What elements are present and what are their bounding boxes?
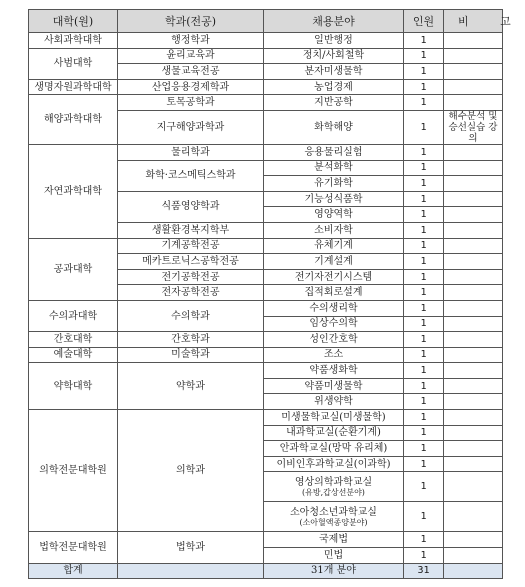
note-cell (444, 347, 503, 363)
field-cell: 수의생리학 (264, 300, 404, 316)
header-college: 대학(원) (29, 10, 118, 33)
department-cell: 식품영양학과 (118, 191, 264, 222)
count-cell: 1 (404, 363, 444, 379)
note-cell (444, 285, 503, 301)
count-cell: 1 (404, 144, 444, 160)
field-subnote: (소아혈액종양분야) (299, 517, 368, 527)
note-cell (444, 33, 503, 49)
college-cell: 약학대학 (29, 363, 118, 410)
count-cell: 1 (404, 425, 444, 441)
note-cell (444, 95, 503, 111)
field-cell: 내과학교실(순환기계) (264, 425, 404, 441)
recruitment-table (28, 9, 525, 579)
field-cell: 영양역학 (264, 207, 404, 223)
footer-count-total: 31 (404, 563, 444, 579)
footer-field-total: 31개 분야 (264, 563, 404, 579)
count-cell: 1 (404, 33, 444, 49)
table-row (29, 95, 503, 111)
note-cell (444, 425, 503, 441)
note-cell (444, 548, 503, 564)
note-cell (444, 144, 503, 160)
count-cell: 1 (404, 378, 444, 394)
count-cell: 1 (404, 191, 444, 207)
department-cell: 행정학과 (118, 33, 264, 49)
count-cell: 1 (404, 332, 444, 348)
department-cell: 지구해양과학과 (118, 110, 264, 144)
college-cell: 법학전문대학원 (29, 532, 118, 563)
note-cell (444, 300, 503, 316)
college-cell: 사회과학대학 (29, 33, 118, 49)
count-cell: 1 (404, 269, 444, 285)
table-row (29, 79, 503, 95)
count-cell: 1 (404, 222, 444, 238)
field-cell: 소비자학 (264, 222, 404, 238)
table-row (29, 332, 503, 348)
field-cell: 기능성식품학 (264, 191, 404, 207)
count-cell: 1 (404, 410, 444, 426)
field-cell: 약품생화학 (264, 363, 404, 379)
college-cell: 의학전문대학원 (29, 410, 118, 532)
note-cell (444, 363, 503, 379)
department-cell: 전기공학전공 (118, 269, 264, 285)
department-cell: 간호학과 (118, 332, 264, 348)
table-body (29, 33, 503, 564)
field-cell: 국제법 (264, 532, 404, 548)
footer-note-cell (444, 563, 503, 579)
table-row (29, 238, 503, 254)
table-footer-row (29, 563, 503, 579)
college-cell: 수의과대학 (29, 300, 118, 331)
count-cell: 1 (404, 64, 444, 80)
note-cell (444, 160, 503, 176)
header-count: 인원 (404, 10, 444, 33)
count-cell: 1 (404, 441, 444, 457)
department-cell: 화학·코스메틱스학과 (118, 160, 264, 191)
count-cell: 1 (404, 176, 444, 192)
note-cell (444, 191, 503, 207)
field-cell: 화학해양 (264, 110, 404, 144)
college-cell: 간호대학 (29, 332, 118, 348)
count-cell: 1 (404, 394, 444, 410)
note-cell (444, 269, 503, 285)
header-field: 채용분야 (264, 10, 404, 33)
header-department: 학과(전공) (118, 10, 264, 33)
note-cell (444, 441, 503, 457)
table-row (29, 48, 503, 64)
note-cell (444, 254, 503, 270)
count-cell: 1 (404, 254, 444, 270)
field-cell: 유기화학 (264, 176, 404, 192)
department-cell: 수의학과 (118, 300, 264, 331)
count-cell: 1 (404, 207, 444, 223)
count-cell: 1 (404, 300, 444, 316)
note-cell (444, 456, 503, 472)
count-cell: 1 (404, 347, 444, 363)
department-cell: 기계공학전공 (118, 238, 264, 254)
department-cell: 산업응용경제학과 (118, 79, 264, 95)
field-cell: 전기자전기시스템 (264, 269, 404, 285)
table-row (29, 300, 503, 316)
table-header-row (29, 10, 503, 33)
college-cell: 예술대학 (29, 347, 118, 363)
note-cell (444, 48, 503, 64)
table-row (29, 532, 503, 548)
college-cell: 사범대학 (29, 48, 118, 79)
field-name: 소아청소년과학교실 (290, 506, 377, 518)
field-cell: 지반공학 (264, 95, 404, 111)
field-cell: 안과학교실(망막 유리체) (264, 441, 404, 457)
note-cell (444, 410, 503, 426)
note-cell (444, 532, 503, 548)
table-row (29, 33, 503, 49)
footer-empty-cell (118, 563, 264, 579)
count-cell: 1 (404, 285, 444, 301)
department-cell: 전자공학전공 (118, 285, 264, 301)
college-cell: 생명자원과학대학 (29, 79, 118, 95)
count-cell: 1 (404, 456, 444, 472)
note-cell (444, 378, 503, 394)
department-cell: 생활환경복지학부 (118, 222, 264, 238)
note-cell (444, 176, 503, 192)
department-cell: 약학과 (118, 363, 264, 410)
table-row (29, 363, 503, 379)
college-cell: 공과대학 (29, 238, 118, 300)
note-cell (444, 238, 503, 254)
field-cell: 위생약학 (264, 394, 404, 410)
note-cell (444, 64, 503, 80)
note-cell (444, 316, 503, 332)
field-cell: 임상수의학 (264, 316, 404, 332)
count-cell: 1 (404, 79, 444, 95)
count-cell: 1 (404, 110, 444, 144)
note-cell (444, 207, 503, 223)
table-row (29, 410, 503, 426)
field-cell: 기계설계 (264, 254, 404, 270)
field-cell: 일반행정 (264, 33, 404, 49)
count-cell: 1 (404, 548, 444, 564)
field-cell: 분자미생물학 (264, 64, 404, 80)
field-cell: 정치/사회철학 (264, 48, 404, 64)
field-cell: 이비인후과학교실(이과학) (264, 456, 404, 472)
field-cell: 유체기계 (264, 238, 404, 254)
field-cell: 분석화학 (264, 160, 404, 176)
college-cell: 자연과학대학 (29, 144, 118, 238)
count-cell: 1 (404, 238, 444, 254)
count-cell: 1 (404, 48, 444, 64)
field-cell: 성인간호학 (264, 332, 404, 348)
department-cell: 의학과 (118, 410, 264, 532)
college-cell: 해양과학대학 (29, 95, 118, 145)
count-cell: 1 (404, 160, 444, 176)
count-cell: 1 (404, 502, 444, 532)
count-cell: 1 (404, 532, 444, 548)
field-cell (264, 502, 404, 532)
department-cell: 메카트로닉스공학전공 (118, 254, 264, 270)
field-cell (264, 472, 404, 502)
field-cell: 조소 (264, 347, 404, 363)
note-cell (444, 79, 503, 95)
table-row (29, 144, 503, 160)
department-cell: 법학과 (118, 532, 264, 563)
footer-total-label: 합계 (29, 563, 118, 579)
count-cell: 1 (404, 472, 444, 502)
count-cell: 1 (404, 316, 444, 332)
field-cell: 미생물학교실(미생물학) (264, 410, 404, 426)
header-note: 비 고 (444, 10, 503, 33)
note-cell (444, 222, 503, 238)
note-cell (444, 332, 503, 348)
field-cell: 집적회로설계 (264, 285, 404, 301)
field-subnote: (유방,갑상선분야) (302, 487, 365, 497)
field-cell: 약품미생물학 (264, 378, 404, 394)
field-cell: 농업경제 (264, 79, 404, 95)
field-cell: 민법 (264, 548, 404, 564)
note-cell: 해수분석 및 승선실습 강의 (444, 110, 503, 144)
note-cell (444, 502, 503, 532)
department-cell: 물리학과 (118, 144, 264, 160)
department-cell: 윤리교육과 (118, 48, 264, 64)
department-cell: 토목공학과 (118, 95, 264, 111)
field-cell: 응용물리실험 (264, 144, 404, 160)
count-cell: 1 (404, 95, 444, 111)
department-cell: 미술학과 (118, 347, 264, 363)
department-cell: 생물교육전공 (118, 64, 264, 80)
note-cell (444, 394, 503, 410)
table-row (29, 347, 503, 363)
field-name: 영상의학과학교실 (294, 476, 373, 488)
note-cell (444, 472, 503, 502)
